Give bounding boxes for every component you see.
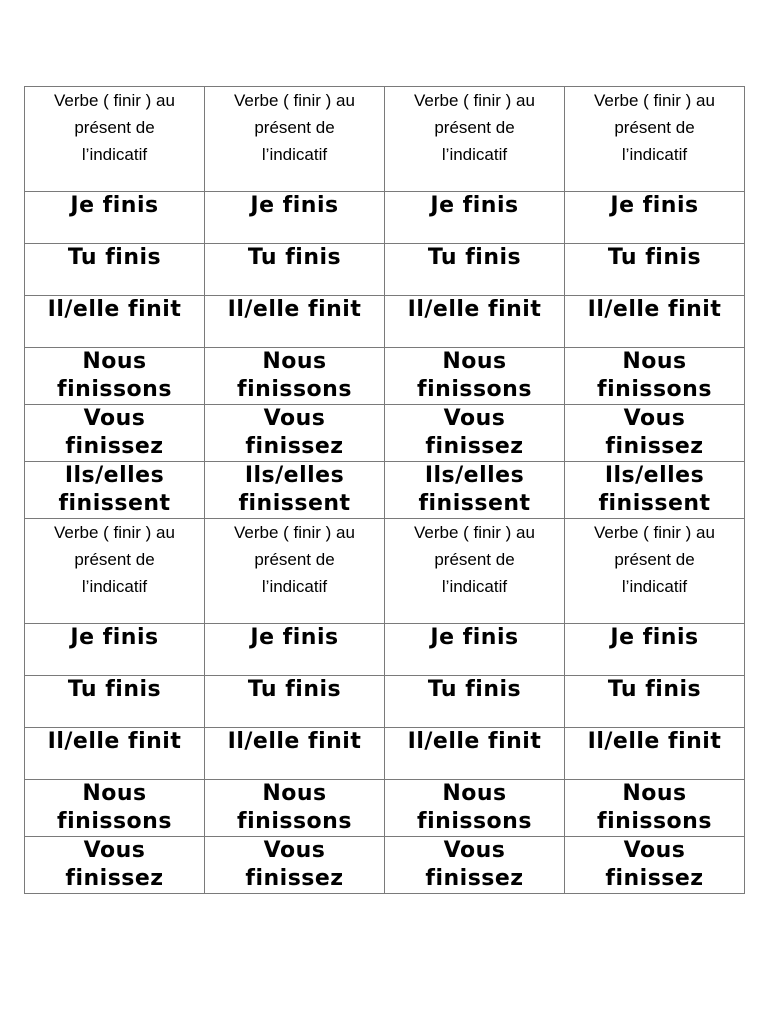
header-row <box>25 519 745 624</box>
conjugation-text: Nous <box>622 781 687 806</box>
conjugation-cell <box>565 462 745 519</box>
conjugation-cell <box>385 624 565 676</box>
conjugation-cell <box>385 676 565 728</box>
conjugation-text: Il/elle finit <box>47 729 182 754</box>
conjugation-text: Il/elle finit <box>227 297 362 322</box>
card-header-line: l’indicatif <box>441 145 508 164</box>
card-header-line: l’indicatif <box>81 577 148 596</box>
conjugation-text: Tu finis <box>67 677 162 702</box>
conjugation-cell <box>25 462 205 519</box>
conjugation-text: finissez <box>65 866 164 891</box>
conjugation-cell <box>565 780 745 837</box>
conjugation-text: Tu finis <box>67 245 162 270</box>
conjugation-text: Je finis <box>250 193 339 218</box>
conjugation-cell <box>205 348 385 405</box>
card-header-line: présent de <box>614 550 695 569</box>
conjugation-text: finissons <box>57 377 172 402</box>
card-header-line: Verbe ( finir ) au <box>234 91 355 110</box>
conjugation-row <box>25 837 745 894</box>
conjugation-text: Il/elle finit <box>587 729 722 754</box>
conjugation-text: finissons <box>237 377 352 402</box>
card-header-cell <box>565 87 745 192</box>
card-header-line: l’indicatif <box>621 577 688 596</box>
conjugation-text: Nous <box>82 349 147 374</box>
conjugation-cell <box>385 348 565 405</box>
conjugation-text: Vous <box>83 838 146 863</box>
card-header-cell <box>25 87 205 192</box>
conjugation-text: finissez <box>425 866 524 891</box>
conjugation-row <box>25 192 745 244</box>
conjugation-cell <box>205 244 385 296</box>
conjugation-cell <box>25 192 205 244</box>
conjugation-cell <box>205 192 385 244</box>
conjugation-text: finissons <box>597 377 712 402</box>
conjugation-text: finissez <box>605 434 704 459</box>
card-header-line: l’indicatif <box>261 577 328 596</box>
conjugation-cell <box>565 192 745 244</box>
conjugation-text: Nous <box>262 781 327 806</box>
card-header-line: Verbe ( finir ) au <box>234 523 355 542</box>
conjugation-text: Vous <box>623 406 686 431</box>
conjugation-text: finissent <box>598 491 711 516</box>
card-header-line: Verbe ( finir ) au <box>414 91 535 110</box>
conjugation-text: Il/elle finit <box>47 297 182 322</box>
conjugation-row <box>25 296 745 348</box>
conjugation-text: Il/elle finit <box>407 297 542 322</box>
conjugation-cell <box>565 837 745 894</box>
card-header-line: Verbe ( finir ) au <box>594 91 715 110</box>
conjugation-text: finissez <box>605 866 704 891</box>
conjugation-cell <box>205 728 385 780</box>
card-header-cell <box>205 87 385 192</box>
conjugation-text: Nous <box>442 781 507 806</box>
card-header-line: présent de <box>254 550 335 569</box>
conjugation-text: finissent <box>238 491 351 516</box>
conjugation-row <box>25 676 745 728</box>
card-header-line: présent de <box>434 550 515 569</box>
card-header-line: présent de <box>74 550 155 569</box>
conjugation-row <box>25 728 745 780</box>
conjugation-text: Je finis <box>610 193 699 218</box>
conjugation-card-sheet <box>24 86 745 894</box>
header-row <box>25 87 745 192</box>
conjugation-text: Vous <box>443 406 506 431</box>
conjugation-text: finissez <box>245 866 344 891</box>
conjugation-cell <box>205 405 385 462</box>
conjugation-cell <box>385 728 565 780</box>
conjugation-cell <box>205 676 385 728</box>
conjugation-text: finissons <box>237 809 352 834</box>
conjugation-row <box>25 405 745 462</box>
conjugation-cell <box>385 296 565 348</box>
card-header-line: présent de <box>434 118 515 137</box>
conjugation-cell <box>565 624 745 676</box>
conjugation-text: Nous <box>622 349 687 374</box>
conjugation-text: Je finis <box>250 625 339 650</box>
conjugation-cell <box>385 405 565 462</box>
conjugation-cell <box>25 728 205 780</box>
conjugation-cell <box>25 348 205 405</box>
conjugation-text: finissons <box>417 809 532 834</box>
conjugation-text: finissons <box>417 377 532 402</box>
card-header-line: Verbe ( finir ) au <box>54 91 175 110</box>
conjugation-text: finissent <box>418 491 531 516</box>
conjugation-cell <box>25 837 205 894</box>
conjugation-row <box>25 624 745 676</box>
conjugation-text: Tu finis <box>427 677 522 702</box>
conjugation-cell <box>205 624 385 676</box>
conjugation-cell <box>25 296 205 348</box>
conjugation-cell <box>25 780 205 837</box>
conjugation-text: finissez <box>425 434 524 459</box>
conjugation-text: Tu finis <box>427 245 522 270</box>
conjugation-cell <box>565 348 745 405</box>
conjugation-text: finissent <box>58 491 171 516</box>
conjugation-cell <box>385 244 565 296</box>
card-header-line: Verbe ( finir ) au <box>54 523 175 542</box>
conjugation-text: finissez <box>245 434 344 459</box>
conjugation-row <box>25 348 745 405</box>
sheet-body <box>25 87 745 894</box>
conjugation-text: Ils/elles <box>64 463 165 488</box>
card-header-line: Verbe ( finir ) au <box>594 523 715 542</box>
conjugation-cell <box>25 624 205 676</box>
conjugation-text: Vous <box>623 838 686 863</box>
conjugation-text: Nous <box>82 781 147 806</box>
conjugation-cell <box>565 244 745 296</box>
conjugation-cell <box>385 462 565 519</box>
conjugation-cell <box>25 405 205 462</box>
conjugation-text: Je finis <box>70 193 159 218</box>
card-header-line: l’indicatif <box>261 145 328 164</box>
conjugation-cell <box>385 837 565 894</box>
conjugation-cell <box>205 780 385 837</box>
conjugation-cell <box>25 676 205 728</box>
card-header-cell <box>385 519 565 624</box>
conjugation-text: Ils/elles <box>244 463 345 488</box>
card-header-line: l’indicatif <box>81 145 148 164</box>
conjugation-cell <box>565 405 745 462</box>
conjugation-cell <box>205 296 385 348</box>
card-header-line: présent de <box>254 118 335 137</box>
card-header-line: l’indicatif <box>441 577 508 596</box>
conjugation-text: Il/elle finit <box>587 297 722 322</box>
card-header-cell <box>385 87 565 192</box>
conjugation-text: Je finis <box>610 625 699 650</box>
conjugation-text: Je finis <box>70 625 159 650</box>
conjugation-cell <box>25 244 205 296</box>
conjugation-text: Vous <box>263 838 326 863</box>
card-header-line: présent de <box>614 118 695 137</box>
conjugation-row <box>25 462 745 519</box>
conjugation-text: Vous <box>443 838 506 863</box>
card-header-cell <box>565 519 745 624</box>
conjugation-text: Je finis <box>430 625 519 650</box>
card-header-line: l’indicatif <box>621 145 688 164</box>
conjugation-cell <box>205 462 385 519</box>
conjugation-cell <box>385 780 565 837</box>
conjugation-text: Vous <box>263 406 326 431</box>
conjugation-text: finissez <box>65 434 164 459</box>
conjugation-row <box>25 244 745 296</box>
conjugation-text: Ils/elles <box>604 463 705 488</box>
conjugation-text: Tu finis <box>247 677 342 702</box>
conjugation-text: Nous <box>442 349 507 374</box>
card-header-cell <box>205 519 385 624</box>
conjugation-text: Vous <box>83 406 146 431</box>
conjugation-text: Nous <box>262 349 327 374</box>
conjugation-cell <box>385 192 565 244</box>
conjugation-text: Tu finis <box>607 677 702 702</box>
card-header-line: présent de <box>74 118 155 137</box>
conjugation-text: finissons <box>57 809 172 834</box>
conjugation-row <box>25 780 745 837</box>
conjugation-cell <box>205 837 385 894</box>
conjugation-text: Tu finis <box>247 245 342 270</box>
conjugation-text: Il/elle finit <box>407 729 542 754</box>
conjugation-text: Il/elle finit <box>227 729 362 754</box>
card-header-line: Verbe ( finir ) au <box>414 523 535 542</box>
conjugation-text: Ils/elles <box>424 463 525 488</box>
conjugation-text: Je finis <box>430 193 519 218</box>
conjugation-text: Tu finis <box>607 245 702 270</box>
conjugation-cell <box>565 296 745 348</box>
conjugation-cell <box>565 728 745 780</box>
card-header-cell <box>25 519 205 624</box>
conjugation-text: finissons <box>597 809 712 834</box>
conjugation-cell <box>565 676 745 728</box>
